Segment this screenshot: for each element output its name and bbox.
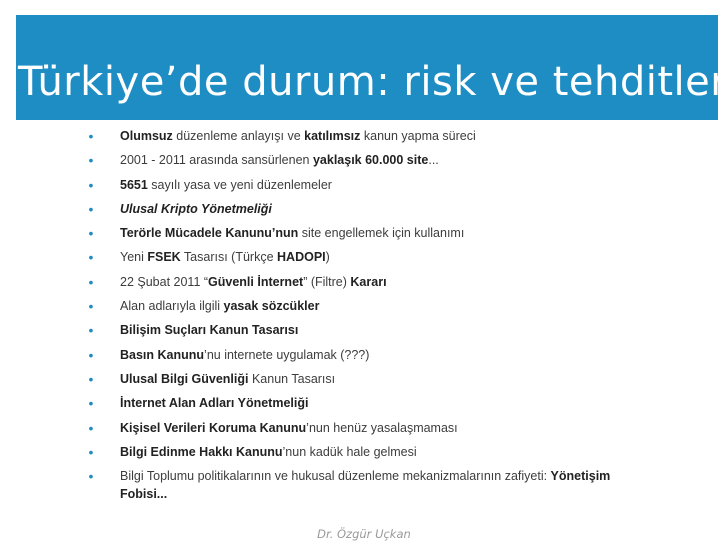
- bullet-item: [86, 318, 646, 342]
- bullet-dot-icon: •: [88, 152, 94, 169]
- bullet-text: Kanun Tasarısı: [248, 371, 336, 386]
- bullet-text: ): [325, 250, 330, 265]
- bullet-text-bold: Kararı: [350, 274, 387, 289]
- bullet-text-bold: yasak sözcükler: [223, 299, 320, 314]
- bullet-dot-icon: •: [88, 395, 94, 412]
- bullet-text-bold: Olumsuz: [120, 129, 173, 143]
- bullet-item: [86, 270, 646, 294]
- bullet-item: [86, 173, 646, 197]
- bullet-item: [86, 245, 646, 269]
- bullet-text-bold: Güvenli İnternet: [208, 274, 304, 289]
- bullet-text-bold: Bilişim Suçları Kanun Tasarısı: [120, 323, 299, 338]
- bullet-text: ” (Filtre): [303, 274, 351, 289]
- bullet-text-bold: İnternet Alan Adları Yönetmeliği: [120, 396, 309, 411]
- bullet-dot-icon: •: [88, 273, 94, 290]
- bullet-text: ’nu internete uygulamak (???): [204, 347, 370, 362]
- bullet-text: 2001 - 2011 arasında sansürlenen: [120, 153, 313, 168]
- bullet-dot-icon: •: [88, 128, 94, 144]
- bullet-text: ’nun henüz yasalaşmaması: [306, 420, 458, 435]
- bullet-text: Alan adlarıyla ilgili: [120, 299, 224, 314]
- bullet-text-bold: FSEK: [147, 250, 181, 265]
- bullet-item: [86, 343, 646, 367]
- bullet-text-bold: Basın Kanunu: [120, 347, 205, 362]
- bullet-text: 22 Şubat 2011 “: [120, 274, 209, 289]
- bullet-text: Yeni: [120, 250, 148, 265]
- bullet-item: [86, 464, 646, 503]
- bullet-dot-icon: •: [88, 443, 94, 460]
- bullet-text: Tasarısı (Türkçe: [180, 250, 278, 265]
- title-bar: [16, 15, 728, 120]
- bullet-text: düzenleme anlayışı ve: [172, 129, 305, 143]
- bullet-text: Bilgi Toplumu politikalarının ve hukusal düzenleme mekanizmalarının zafiyeti:: [120, 469, 551, 484]
- bullet-dot-icon: •: [88, 346, 94, 363]
- bullet-text-bold: Terörle Mücadele Kanunu’nun: [120, 226, 299, 241]
- bullet-item: [86, 440, 646, 464]
- bullet-text: ’nun kadük hale gelmesi: [282, 444, 417, 459]
- bullet-dot-icon: •: [88, 468, 94, 485]
- bullet-text-bold: Yönetişim Fobisi...: [120, 469, 611, 502]
- bullet-dot-icon: •: [88, 298, 94, 315]
- bullet-text-bold: yaklaşık 60.000 site: [312, 153, 429, 168]
- bullet-item: [86, 391, 646, 415]
- bullet-item: [86, 148, 646, 172]
- bullet-dot-icon: •: [88, 200, 94, 217]
- bullet-text-bold: Ulusal Bilgi Güvenliği: [120, 371, 249, 386]
- bullet-item: [86, 294, 646, 318]
- bullet-item: [86, 416, 646, 440]
- bullet-text: site engellemek için kullanımı: [298, 226, 465, 241]
- bullet-dot-icon: •: [88, 322, 94, 339]
- bullet-text-bold: HADOPI: [277, 250, 326, 265]
- bullet-dot-icon: •: [88, 249, 94, 266]
- bullet-item: [86, 221, 646, 245]
- bullet-dot-icon: •: [88, 176, 94, 193]
- bullet-text: ...: [428, 153, 439, 168]
- bullet-item: [86, 367, 646, 391]
- bullet-text-bold: Kişisel Verileri Koruma Kanunu: [120, 420, 307, 435]
- bullet-dot-icon: •: [88, 225, 94, 242]
- slide-footer: Dr. Özgür Uçkan: [317, 527, 411, 541]
- bullet-text-bold: Bilgi Edinme Hakkı Kanunu: [120, 444, 283, 459]
- slide-title: Türkiye’de durum: risk ve tehditler: [18, 59, 728, 105]
- bullet-text: sayılı yasa ve yeni düzenlemeler: [147, 177, 332, 192]
- bullet-item: [86, 197, 646, 221]
- bullet-list: [86, 124, 646, 503]
- bullet-text-bold: 5651: [120, 177, 148, 192]
- bullet-text-bold: katılımsız: [304, 129, 361, 143]
- bullet-item: [86, 124, 646, 148]
- bullet-text-bold: Ulusal Kripto Yönetmeliği: [120, 201, 272, 216]
- bullet-dot-icon: •: [88, 419, 94, 436]
- bullet-dot-icon: •: [88, 370, 94, 387]
- bullet-text: kanun yapma süreci: [360, 129, 476, 143]
